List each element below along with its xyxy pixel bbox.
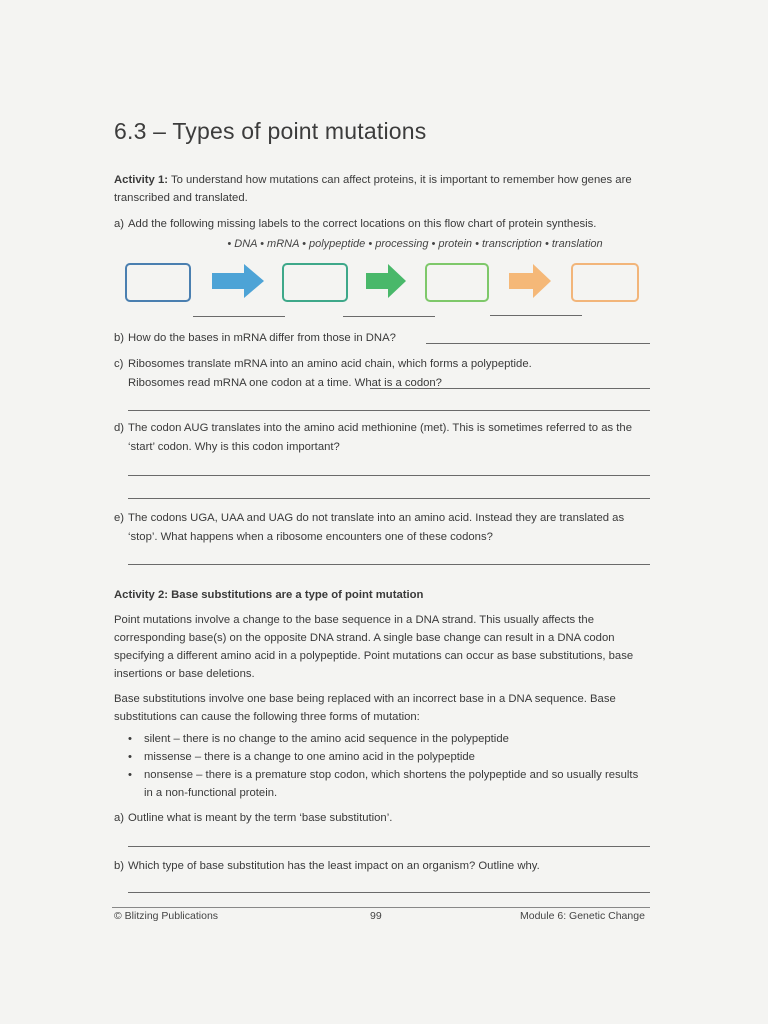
list-item-text: silent – there is no change to the amino acid sequence in the polypeptide	[144, 733, 509, 745]
activity1-question-e	[114, 509, 654, 547]
activity2-paragraph-2: Base substitutions involve one base being replaced with an incorrect base in a DNA sequence. Base substitutions can cause the following three forms of mutation:	[114, 693, 616, 723]
flowchart-box-1[interactable]	[125, 263, 191, 302]
question-text: Outline what is meant by the term ‘base substitution’.	[128, 812, 393, 824]
question-text: How do the bases in mRNA differ from those in DNA?	[128, 332, 396, 344]
flowchart-arrow-3	[509, 264, 551, 298]
question-label: a)	[114, 812, 125, 824]
bullet-icon: •	[128, 751, 132, 763]
activity2-question-a	[114, 809, 654, 828]
footer-module: Module 6: Genetic Change	[520, 910, 645, 922]
activity2-paragraph-1: Point mutations involve a change to the base sequence in a DNA strand. This usually affects the corresponding base(s) on the opposite DNA strand. A single base change can result in a DNA codon specifying a different amino acid in a polypeptide. Point mutations can occur as base substitutions, base insertions or base deletions.	[114, 614, 634, 680]
activity2-question-b	[114, 857, 654, 876]
flowchart-box-4[interactable]	[571, 263, 639, 302]
activity1-intro	[114, 171, 654, 207]
footer-page-number: 99	[370, 910, 382, 922]
flowchart-label-blank-2[interactable]	[343, 316, 435, 317]
list-item-text: nonsense – there is a premature stop codon, which shortens the polypeptide and so usually results in a non-functional protein.	[144, 769, 639, 799]
activity1-question-a	[114, 215, 654, 234]
question-text: The codon AUG translates into the amino acid methionine (met). This is sometimes referred to as the ‘start’ codon. Why is this codon important?	[128, 422, 632, 453]
flowchart-arrow-1	[212, 264, 264, 298]
mutation-types-list	[128, 730, 648, 802]
bullet-icon: •	[128, 769, 132, 781]
activity1-heading: Activity 1:	[114, 174, 168, 186]
answer-line[interactable]	[128, 498, 650, 499]
question-text: The codons UGA, UAA and UAG do not translate into an amino acid. Instead they are translated as ‘stop’. What happens when a ribosome encounters one of these codons?	[128, 512, 625, 543]
question-label: c)	[114, 358, 124, 370]
question-text: Ribosomes translate mRNA into an amino acid chain, which forms a polypeptide. Ribosomes read mRNA one codon at a time. What is a codon?	[128, 358, 532, 389]
list-item	[128, 730, 648, 748]
question-label: b)	[114, 332, 125, 344]
question-text: Which type of base substitution has the least impact on an organism? Outline why.	[128, 860, 540, 872]
activity1-question-d	[114, 419, 654, 457]
question-label: b)	[114, 860, 125, 872]
answer-line[interactable]	[128, 892, 650, 893]
flowchart-box-3[interactable]	[425, 263, 489, 302]
question-label: a)	[114, 218, 125, 230]
answer-line[interactable]	[128, 410, 650, 411]
flowchart-box-2[interactable]	[282, 263, 348, 302]
answer-line[interactable]	[128, 475, 650, 476]
flowchart-label-blank-3[interactable]	[490, 315, 582, 316]
list-item-text: missense – there is a change to one amino acid in the polypeptide	[144, 751, 475, 763]
activity2-heading: Activity 2: Base substitutions are a type of point mutation	[114, 589, 424, 601]
question-label: d)	[114, 422, 125, 434]
flowchart-label-blank-1[interactable]	[193, 316, 285, 317]
answer-line[interactable]	[128, 564, 650, 565]
bullet-icon: •	[128, 733, 132, 745]
question-text: Add the following missing labels to the correct locations on this flow chart of protein synthesis.	[128, 218, 597, 230]
activity1-question-b	[114, 329, 654, 348]
answer-line[interactable]	[426, 343, 650, 344]
page-title: 6.3 – Types of point mutations	[114, 118, 427, 144]
footer-publisher: © Blitzing Publications	[114, 910, 219, 922]
flowchart-arrow-2	[366, 264, 406, 298]
list-item	[128, 766, 648, 802]
word-bank: • DNA • mRNA • polypeptide • processing • protein • transcription • translation	[227, 238, 603, 250]
question-label: e)	[114, 512, 125, 524]
footer-divider	[112, 907, 650, 908]
list-item	[128, 748, 648, 766]
answer-line[interactable]	[128, 846, 650, 847]
activity1-intro-text: To understand how mutations can affect proteins, it is important to remember how genes are transcribed and translated.	[114, 174, 632, 204]
answer-line[interactable]	[370, 388, 650, 389]
